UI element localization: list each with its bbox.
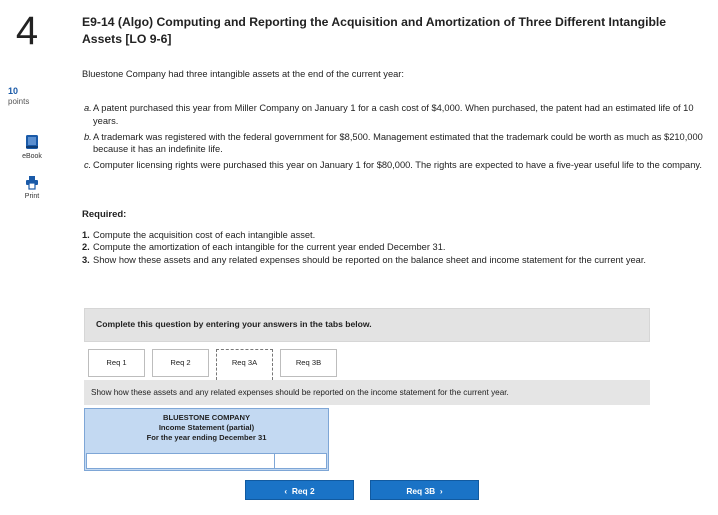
list-item [82, 254, 706, 266]
item-text: Computer licensing rights were purchased this year on January 1 for $80,000. The rights are expected to have a five-year useful life to the company. [93, 160, 702, 171]
prev-req-label: Req 2 [291, 486, 315, 496]
list-item [84, 159, 706, 172]
ebook-button[interactable] [10, 134, 54, 160]
chevron-right-icon: › [439, 486, 443, 496]
prev-req-button[interactable] [245, 480, 354, 500]
req-text: Compute the amortization of each intangible for the current year ended December 31. [93, 242, 446, 253]
tab-req-2[interactable]: Req 2 [152, 349, 209, 377]
table-row [86, 453, 327, 469]
income-statement-table [84, 408, 329, 471]
points-indicator [8, 86, 44, 106]
item-text: A trademark was registered with the federal government for $8,500. Management estimated that the trademark could be worth as much as $210,000 because it has an indefinite life. [93, 131, 703, 155]
item-label: b. [84, 131, 92, 142]
list-item [82, 229, 706, 241]
item-text: A patent purchased this year from Miller Company on January 1 for a cash cost of $4,000. When purchased, the patent had an estimated life of 10 years. [93, 103, 694, 126]
req-number: 1. [82, 230, 90, 240]
item-label: a. [84, 103, 92, 113]
list-item [84, 102, 706, 128]
amount-input[interactable] [275, 454, 326, 468]
chevron-left-icon: ‹ [284, 486, 288, 496]
req-text: Show how these assets and any related expenses should be reported on the balance sheet and income statement for the current year. [93, 254, 646, 265]
next-req-button[interactable] [370, 480, 479, 500]
tabs-banner: Complete this question by entering your answers in the tabs below. [84, 308, 650, 342]
question-intro: Bluestone Company had three intangible assets at the end of the current year: [82, 69, 404, 79]
points-label: points [8, 97, 30, 106]
list-item [82, 241, 706, 253]
next-req-label: Req 3B [406, 486, 436, 496]
req-text: Compute the acquisition cost of each intangible asset. [93, 230, 316, 240]
req-number: 3. [82, 254, 90, 265]
statement-period: For the year ending December 31 [146, 433, 267, 442]
item-label: c. [84, 160, 92, 171]
requirements-list [82, 229, 706, 266]
points-value: 10 [8, 86, 19, 96]
ebook-label: eBook [22, 153, 42, 160]
print-label: Print [24, 193, 40, 200]
list-item [84, 131, 706, 157]
ebook-icon [25, 134, 39, 150]
print-button[interactable] [10, 175, 54, 200]
tab-req-1[interactable]: Req 1 [88, 349, 145, 377]
question-number: 4 [15, 9, 39, 53]
req-number: 2. [82, 242, 90, 253]
statement-name: Income Statement (partial) [158, 423, 255, 432]
line-item-input[interactable] [87, 454, 275, 468]
tab-instruction: Show how these assets and any related expenses should be reported on the income statement for the current year. [84, 380, 650, 405]
asset-list [84, 102, 706, 175]
print-icon [25, 175, 39, 190]
tab-req-3b[interactable]: Req 3B [280, 349, 337, 377]
required-heading: Required: [82, 209, 127, 220]
statement-company: BLUESTONE COMPANY [162, 413, 251, 422]
tab-req-3a[interactable]: Req 3A [216, 349, 273, 380]
question-title: E9-14 (Algo) Computing and Reporting the Acquisition and Amortization of Three Different Intangible Assets [LO 9-6] [82, 15, 667, 46]
